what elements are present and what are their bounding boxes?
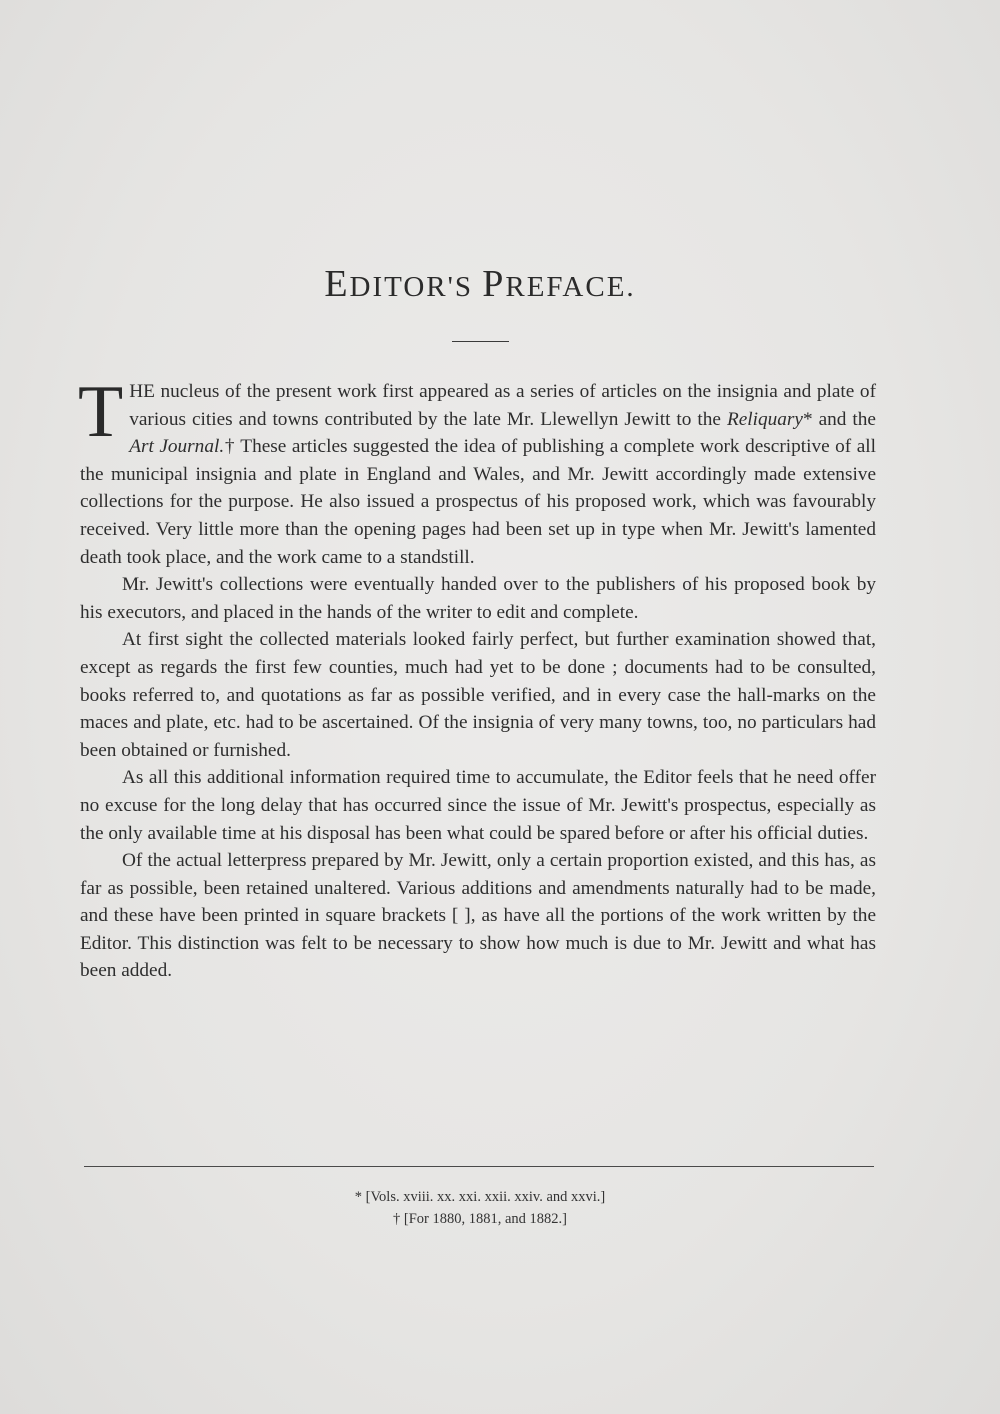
paragraph-1-text-c: † These articles suggested the idea of publishing a complete work descriptive of all the municipal insignia and plate in England and Wales, and Mr. Jewitt accordingly made extensive collections for the purpose. He also issued a prospectus of his proposed work, which was favourably received. Very little more than the opening pages had been set up in type when Mr. Jewitt's lamented death took place, and the work came to a standstill. [80, 436, 876, 568]
paragraph-5: Of the actual letterpress prepared by Mr. Jewitt, only a certain proportion existed, and this has, as far as possible, been retained unaltered. Various additions and amendments naturally had to be made, and these have been printed in square brackets [ ], as have all the portions of the work written by the Editor. This distinction was felt to be necessary to show how much is due to Mr. Jewitt and what has been added. [80, 850, 876, 982]
drop-cap: T [78, 371, 124, 453]
paragraph-1-text-b: * and the [802, 408, 876, 430]
title-word-1-rest: DITOR'S [349, 271, 483, 303]
paragraph-1 [78, 371, 876, 571]
paragraph-4: As all this additional information required time to accumulate, the Editor feels that he need offer no excuse for the long delay that has occurred since the issue of Mr. Jewitt's prospectus, especially as the only available time at his disposal has been what could be spared before or after his official duties. [80, 767, 876, 844]
title-word-2-rest: REFACE. [505, 271, 636, 303]
page-title [0, 262, 960, 306]
paragraph-3: At first sight the collected materials looked fairly perfect, but further examination showed that, except as regards the first few counties, much had yet to be done ; documents had to be consulted, books referred to, and quotations as far as possible verified, and in every case the hall-marks on the maces and plate, etc. had to be ascertained. Of the insignia of very many towns, too, no particulars had been obtained or furnished. [80, 629, 876, 761]
paragraph-2: Mr. Jewitt's collections were eventually handed over to the publishers of his proposed book by his executors, and placed in the hands of the writer to edit and complete. [80, 574, 876, 623]
title-initial-2: P [482, 263, 506, 305]
footnote-1: * [Vols. xviii. xx. xxi. xxii. xxiv. and xxvi.] [354, 1189, 606, 1205]
paragraph-1-text-a: HE nucleus of the present work first appeared as a series of articles on the insignia and plate of various cities and towns contributed by the late Mr. Llewellyn Jewitt to the [129, 381, 876, 430]
title-initial-1: E [324, 263, 350, 305]
title-divider [452, 341, 509, 342]
footnote-2: † [For 1880, 1881, and 1882.] [393, 1211, 567, 1227]
italic-art-journal: Art Journal. [129, 436, 225, 458]
footnotes [0, 1186, 960, 1230]
preface-body [78, 371, 876, 985]
italic-reliquary: Reliquary [726, 408, 803, 430]
footnote-divider [84, 1166, 874, 1167]
